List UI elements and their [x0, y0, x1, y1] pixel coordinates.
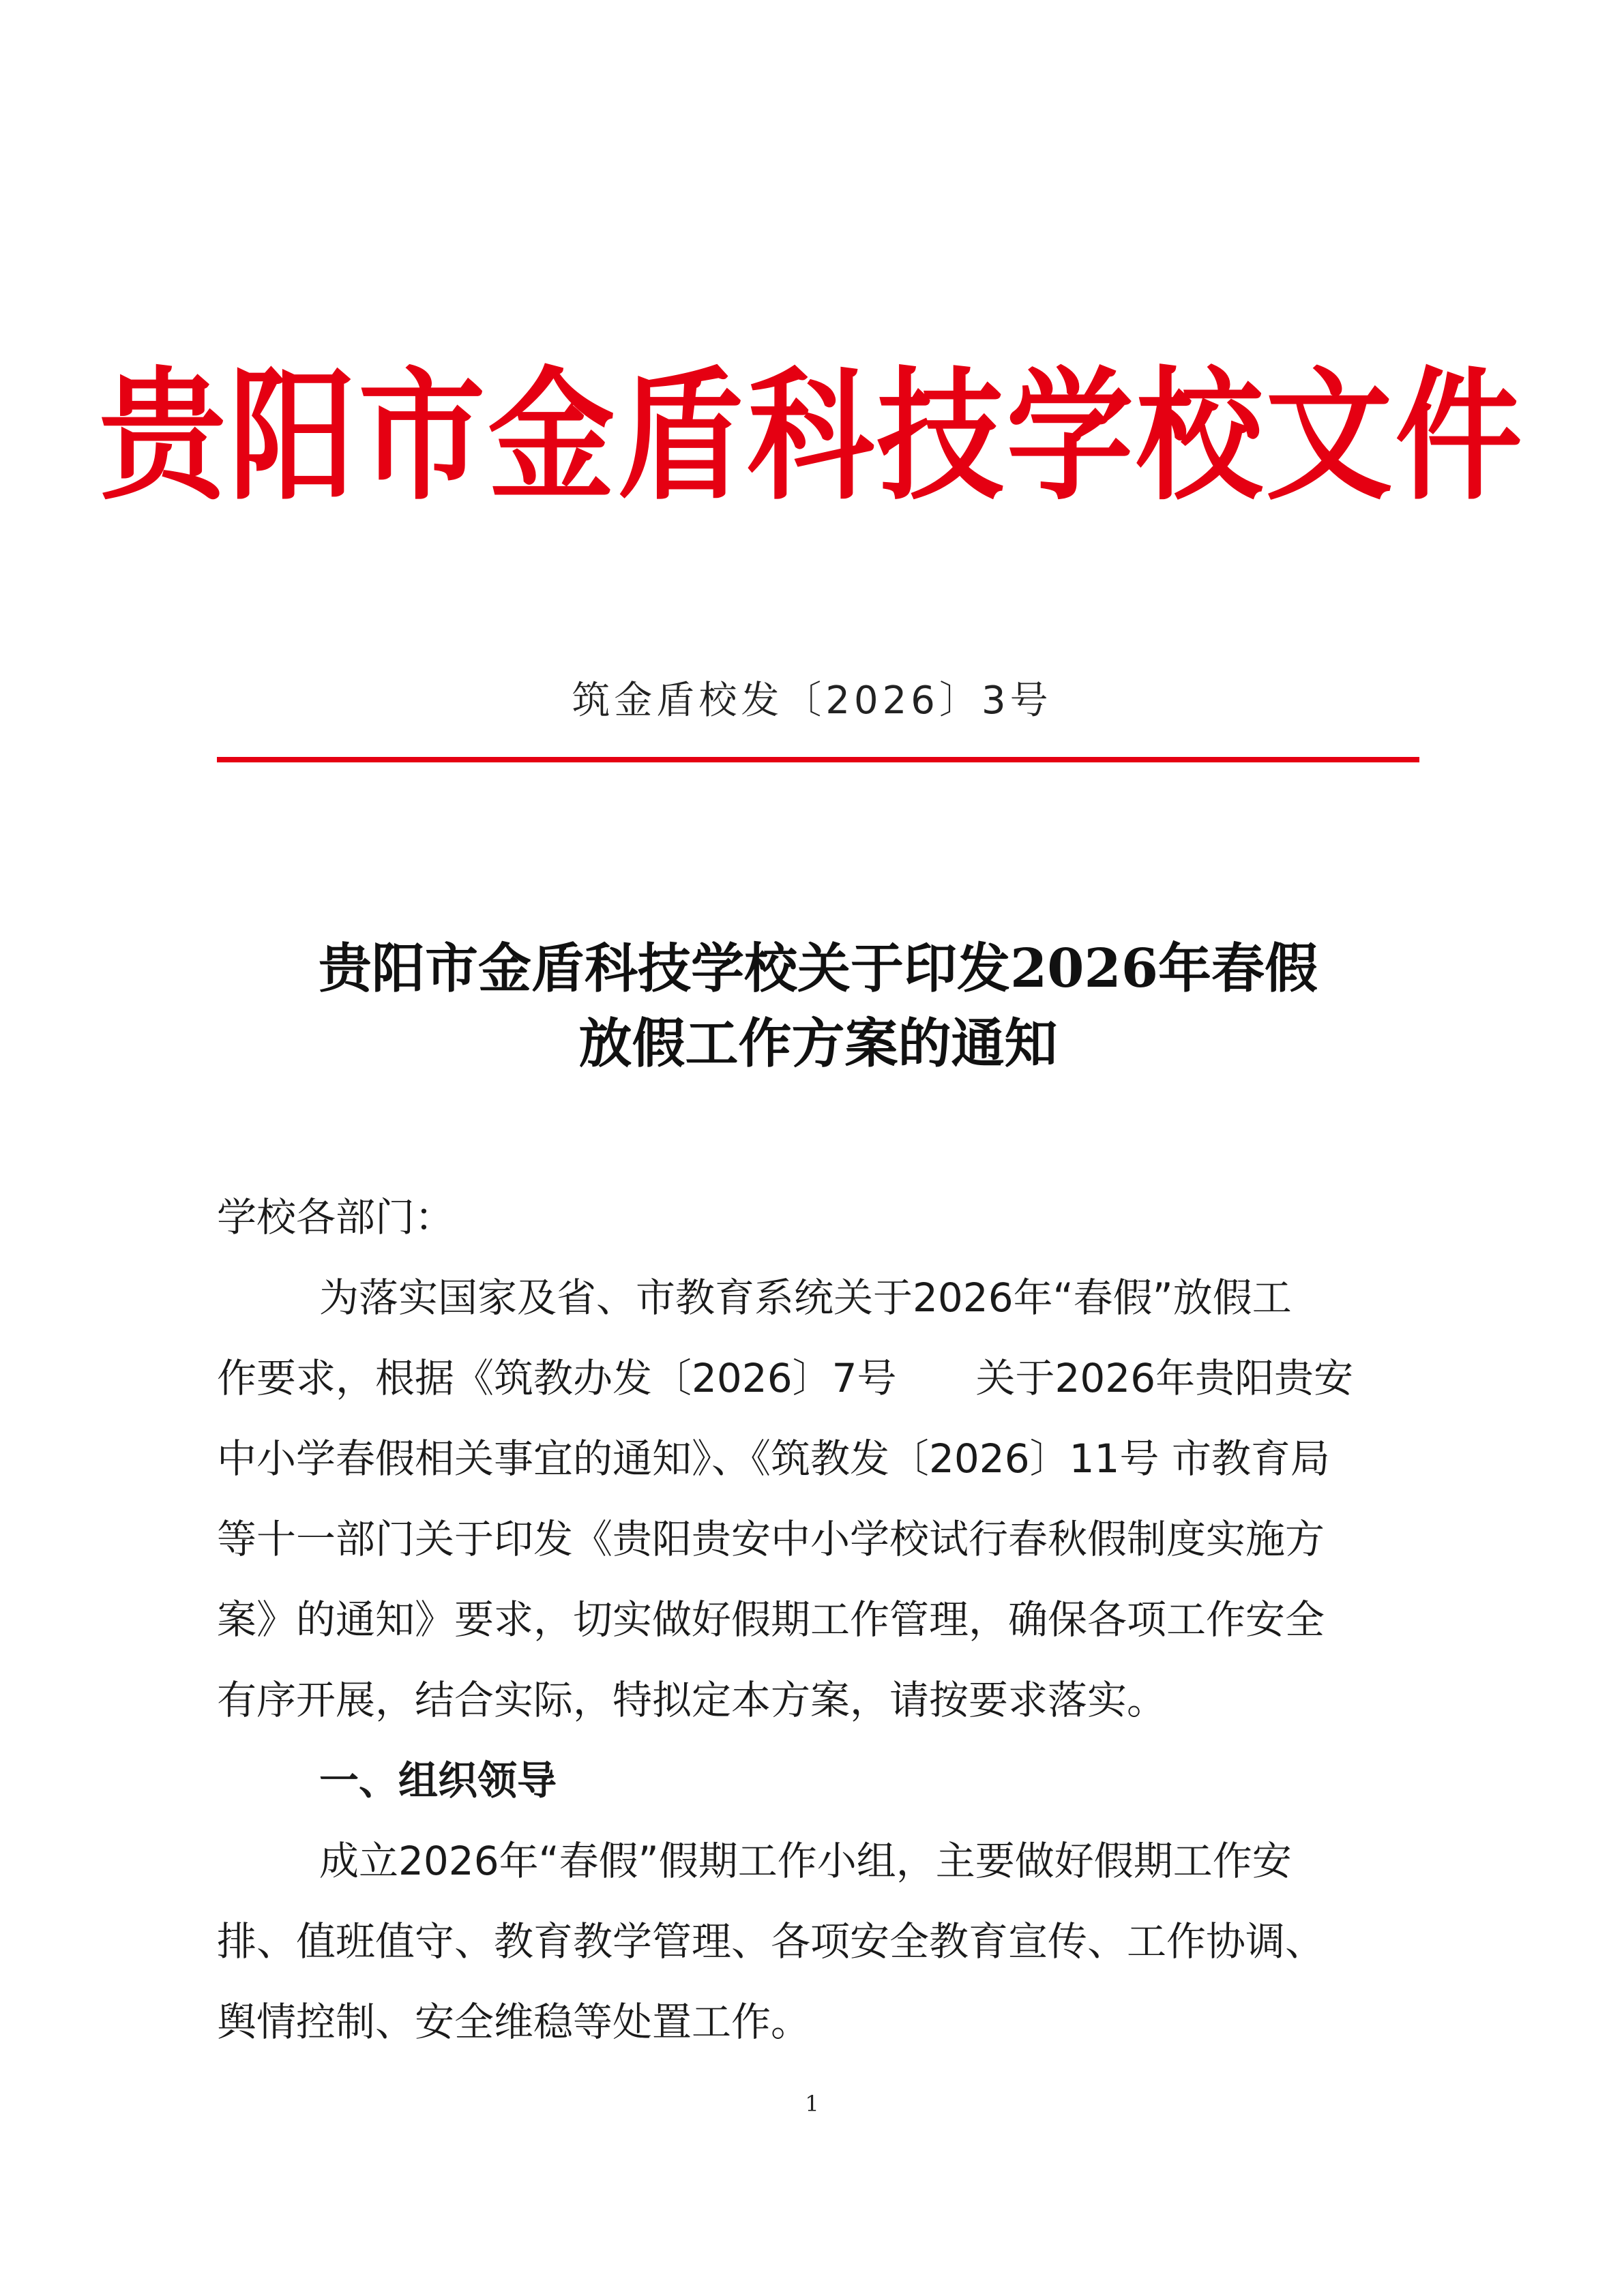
paragraph-1-line-4: 等十一部门关于印发《贵阳贵安中小学校试行春秋假制度实施方 — [217, 1516, 1325, 1562]
paragraph-2-line-2: 排、值班值守、教育教学管理、各项安全教育宣传、工作协调、 — [217, 1918, 1325, 1965]
paragraph-1-line-3: 中小学春假相关事宜的通知》、《筑教发〔2026〕11号 市教育局 — [217, 1435, 1330, 1482]
notice-body — [217, 1177, 1419, 2062]
paragraph-2-line-3: 舆情控制、安全维稳等处置工作。 — [217, 1999, 811, 2045]
paragraph-1-line-6: 有序开展，结合实际，特拟定本方案，请按要求落实。 — [217, 1677, 1167, 1723]
section-1-heading: 一、组织领导 — [319, 1757, 557, 1804]
paragraph-1-line-1: 为落实国家及省、市教育系统关于2026年“春假”放假工 — [319, 1274, 1292, 1321]
masthead-title: 贵阳市金盾科技学校文件 — [99, 352, 1525, 520]
paragraph-1-line-5: 案》的通知》要求，切实做好假期工作管理，确保各项工作安全 — [217, 1596, 1325, 1643]
document-number: 筑金盾校发〔2026〕3号 — [572, 679, 1052, 723]
paragraph-1-line-2: 作要求，根据《筑教办发〔2026〕7号 关于2026年贵阳贵安 — [217, 1355, 1354, 1401]
paragraph-2-line-1: 成立2026年“春假”假期工作小组，主要做好假期工作安 — [319, 1838, 1292, 1884]
salutation: 学校各部门： — [217, 1194, 455, 1240]
notice-title — [217, 931, 1419, 1082]
notice-title-line-2: 放假工作方案的通知 — [578, 1013, 1058, 1075]
page-number: 1 — [805, 2091, 819, 2117]
notice-title-line-1: 贵阳市金盾科技学校关于印发2026年春假 — [318, 938, 1318, 1000]
red-divider-line — [217, 757, 1419, 762]
